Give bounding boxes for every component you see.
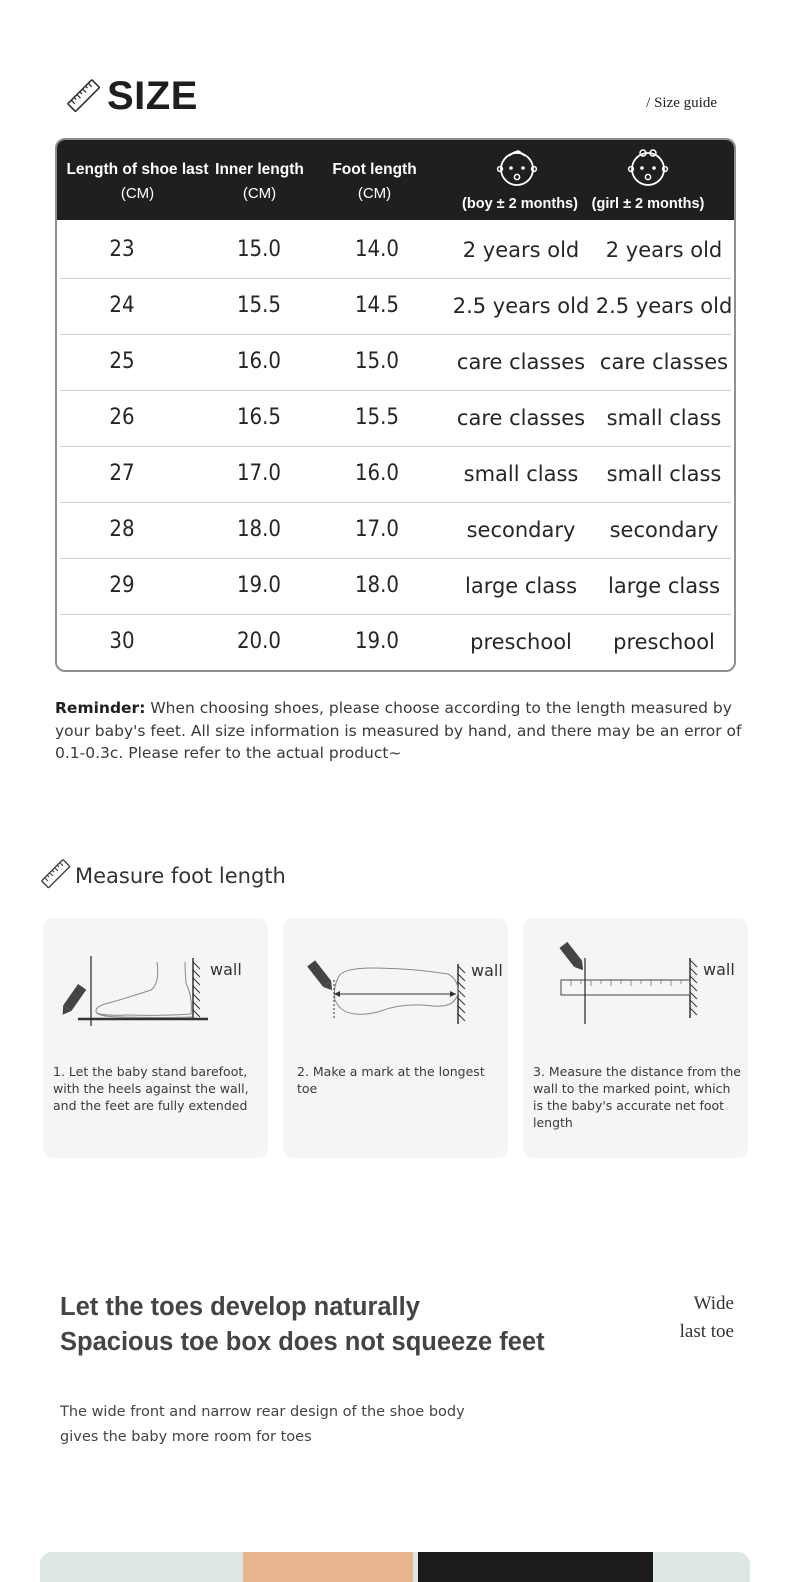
cell-boy-age: 2 years old (462, 238, 580, 262)
foot-side-view-icon (43, 938, 268, 1058)
cell-shoe-last: 25 (109, 349, 135, 374)
cell-foot-length: 14.5 (354, 293, 400, 318)
step-text: 1. Let the baby stand barefoot, with the heels against the wall, and the feet are fully extended (53, 1064, 249, 1113)
cell-girl-age: care classes (599, 350, 729, 374)
promo-side-line: Wide (693, 1293, 734, 1314)
table-row (60, 446, 731, 503)
cell-inner-length: 15.5 (236, 293, 282, 318)
column-header-shoe-last (65, 161, 210, 202)
promo-title-line: Spacious toe box does not squeeze feet (60, 1328, 545, 1356)
reminder-text: When choosing shoes, please choose according to the length measured by your baby's feet. All size information is measured by hand, and there may be an error of 0.1-0.3c. Please refer to the actual product~ (55, 699, 742, 762)
step-text: 3. Measure the distance from the wall to the marked point, which is the baby's accurate net foot length (533, 1064, 742, 1130)
cell-girl-age: small class (606, 462, 722, 486)
foot-top-view-icon (283, 938, 508, 1058)
promo-desc-line: The wide front and narrow rear design of the shoe body (60, 1404, 465, 1420)
cell-inner-length: 15.0 (236, 237, 282, 262)
cell-shoe-last: 23 (109, 237, 135, 262)
cell-foot-length: 15.5 (354, 405, 400, 430)
promo-desc-line: gives the baby more room for toes (60, 1429, 312, 1445)
cell-shoe-last: 24 (109, 293, 135, 318)
baby-boy-icon (495, 148, 539, 188)
table-row (60, 222, 731, 279)
cell-boy-age: care classes (456, 406, 586, 430)
cell-foot-length: 18.0 (354, 573, 400, 598)
cell-boy-age: large class (464, 574, 578, 598)
cell-girl-age: 2 years old (605, 238, 723, 262)
column-label: Length of shoe last (66, 161, 209, 178)
ruler-icon (40, 858, 72, 890)
table-row (60, 614, 731, 670)
baby-girl-icon (626, 148, 670, 188)
wall-label: wall (210, 960, 242, 979)
size-table (55, 138, 736, 672)
cell-inner-length: 19.0 (236, 573, 282, 598)
product-photo (40, 1552, 750, 1582)
cell-foot-length: 14.0 (354, 237, 400, 262)
table-row (60, 334, 731, 391)
cell-foot-length: 19.0 (354, 629, 400, 654)
cell-foot-length: 17.0 (354, 517, 400, 542)
column-header-inner-length (207, 161, 312, 202)
ruler-measure-icon (523, 938, 748, 1058)
reminder-note (55, 697, 745, 765)
cell-inner-length: 17.0 (236, 461, 282, 486)
table-row (60, 390, 731, 447)
promo-side-line: last toe (679, 1321, 734, 1342)
wall-label: wall (471, 961, 503, 980)
column-unit: (CM) (242, 185, 277, 202)
cell-girl-age: preschool (613, 630, 715, 654)
photo-shoe-region (418, 1552, 653, 1582)
cell-inner-length: 18.0 (236, 517, 282, 542)
step-text: 2. Make a mark at the longest toe (297, 1064, 485, 1096)
column-label: Inner length (215, 161, 304, 178)
table-row (60, 502, 731, 559)
cell-girl-age: small class (606, 406, 722, 430)
column-label-girl: (girl ± 2 months) (591, 196, 705, 212)
cell-girl-age: 2.5 years old (595, 294, 733, 318)
column-unit: (CM) (357, 185, 392, 202)
cell-shoe-last: 29 (109, 573, 135, 598)
size-guide-label: / Size guide (646, 95, 717, 111)
ruler-icon (66, 78, 102, 114)
table-row (60, 278, 731, 335)
table-header (57, 140, 734, 220)
photo-leg-region (243, 1552, 413, 1582)
cell-shoe-last: 27 (109, 461, 135, 486)
cell-inner-length: 20.0 (236, 629, 282, 654)
cell-girl-age: secondary (609, 518, 719, 542)
column-label-boy: (boy ± 2 months) (462, 196, 578, 212)
cell-foot-length: 15.0 (354, 349, 400, 374)
cell-girl-age: large class (607, 574, 721, 598)
cell-boy-age: secondary (466, 518, 576, 542)
section-title: Measure foot length (75, 864, 286, 888)
cell-shoe-last: 26 (109, 405, 135, 430)
cell-boy-age: care classes (456, 350, 586, 374)
measure-step-card (283, 918, 508, 1158)
promo-title (60, 1290, 545, 1360)
cell-inner-length: 16.0 (236, 349, 282, 374)
column-header-foot-length (322, 161, 427, 202)
wall-label: wall (703, 960, 735, 979)
promo-title-line: Let the toes develop naturally (60, 1293, 420, 1321)
measure-step-card (523, 918, 748, 1158)
promo-description (60, 1400, 480, 1450)
reminder-label: Reminder: (55, 699, 146, 717)
cell-shoe-last: 28 (109, 517, 135, 542)
column-unit: (CM) (120, 185, 155, 202)
promo-side-label (680, 1290, 734, 1346)
cell-boy-age: small class (463, 462, 579, 486)
column-label: Foot length (332, 161, 417, 178)
cell-inner-length: 16.5 (236, 405, 282, 430)
cell-shoe-last: 30 (109, 629, 135, 654)
cell-boy-age: 2.5 years old (452, 294, 590, 318)
page-title: SIZE (107, 74, 198, 118)
measure-step-card (43, 918, 268, 1158)
cell-foot-length: 16.0 (354, 461, 400, 486)
table-row (60, 558, 731, 615)
cell-boy-age: preschool (470, 630, 572, 654)
